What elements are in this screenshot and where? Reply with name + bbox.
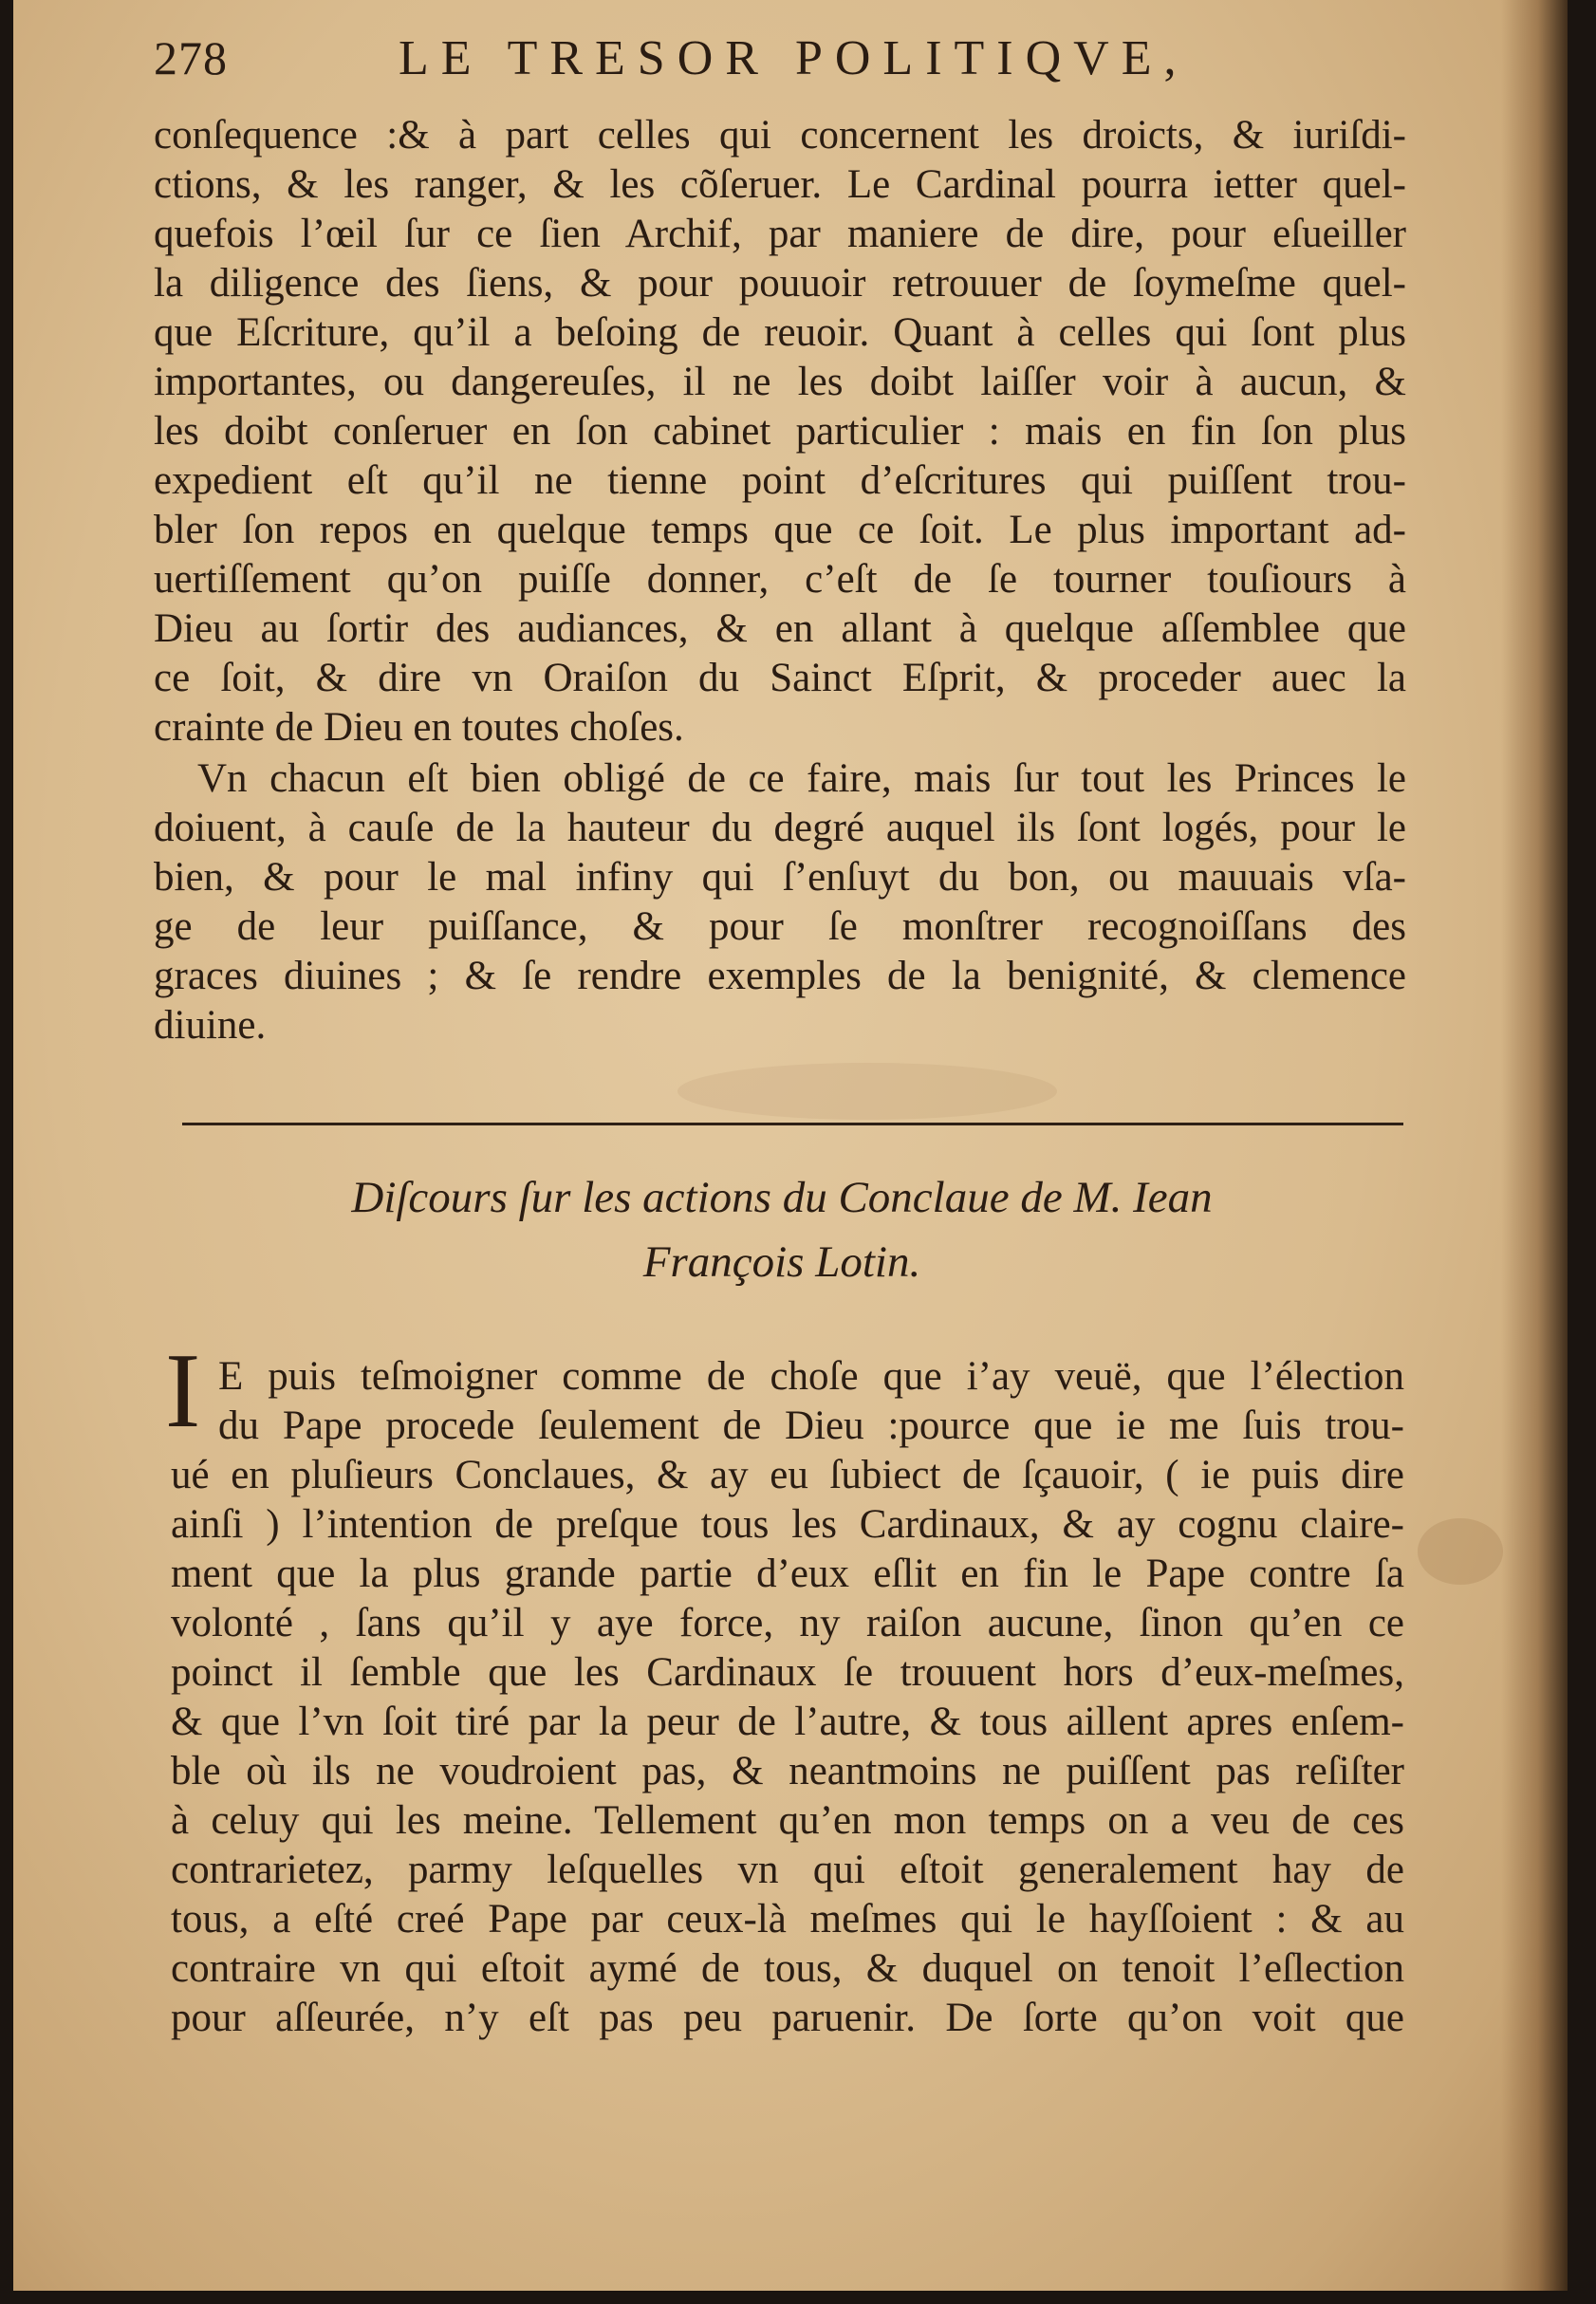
text-line: bien, & pour le mal infiny qui ſ’enſuyt du bon, ou mauuais vſa- [154,855,1406,900]
book-page [13,0,1568,2291]
text-line: les doibt conſeruer en ſon cabinet particulier : mais en fin ſon plus [154,409,1406,454]
text-line: du Pape procede ſeulement de Dieu :pource que ie me ſuis trou- [218,1403,1404,1448]
text-line: ge de leur puiſſance, & pour ſe monſtrer recognoiſſans des [154,904,1406,949]
text-line: à celuy qui les meine. Tellement qu’en mon temps on a veu de ces [171,1798,1404,1843]
text-line: la diligence des ſiens, & pour pouuoir retrouuer de ſoymeſme quel- [154,261,1406,306]
text-line: poinct il ſemble que les Cardinaux ſe trouuent hors d’eux-meſmes, [171,1650,1404,1695]
page-header [154,25,1406,101]
page-number: 278 [154,31,228,84]
text-line: pour aſſeurée, n’y eſt pas peu paruenir. De ſorte qu’on voit que [171,1996,1404,2040]
text-line: contraire vn qui eſtoit aymé de tous, & duquel on tenoit l’eſlection [171,1946,1404,1991]
section-divider [182,1123,1403,1125]
text-line: ment que la plus grande partie d’eux eſlit en fin le Pape contre ſa [171,1551,1404,1596]
text-line: bler ſon repos en quelque temps que ce ſoit. Le plus important ad- [154,508,1406,552]
text-line: volonté , ſans qu’il y aye force, ny raiſon aucune, ſinon qu’en ce [171,1601,1404,1645]
text-line: crainte de Dieu en toutes choſes. [154,705,684,750]
text-line: tous, a eſté creé Pape par ceux-là meſmes qui le hayſſoient : & au [171,1897,1404,1942]
text-line: ctions, & les ranger, & les cõſeruer. Le Cardinal pourra ietter quel- [154,162,1406,207]
text-line: ble où ils ne voudroient pas, & neantmoins ne puiſſent pas reſiſter [171,1749,1404,1793]
text-line: conſequence :& à part celles qui concernent les droicts, & iuriſdi- [154,113,1406,158]
text-line: contrarietez, parmy leſquelles vn qui eſtoit generalement hay de [171,1848,1404,1892]
section-title-line-1: Diſcours ſur les actions du Conclaue de M. Iean [351,1173,1213,1222]
text-line: expedient eſt qu’il ne tienne point d’eſcritures qui puiſſent trou- [154,458,1406,503]
bleed-through [677,1063,1057,1120]
drop-cap: I [165,1332,201,1450]
section-title-line-2: François Lotin. [642,1237,921,1287]
text-line: ainſi ) l’intention de preſque tous les Cardinaux, & ay cognu claire- [171,1502,1404,1547]
paper-stain [1418,1518,1503,1585]
text-line: importantes, ou dangereuſes, il ne les doibt laiſſer voir à aucun, & [154,360,1406,404]
page-edge-shadow [1501,0,1568,2291]
text-line: ce ſoit, & dire vn Oraiſon du Sainct Eſprit, & proceder auec la [154,656,1406,700]
text-line: Vn chacun eſt bien obligé de ce faire, mais ſur tout les Princes le [197,756,1406,801]
text-line: ué en pluſieurs Conclaues, & ay eu ſubiect de ſçauoir, ( ie puis dire [171,1453,1404,1497]
text-line: E puis teſmoigner comme de choſe que i’ay veuë, que l’élection [218,1354,1404,1399]
text-line: Dieu au ſortir des audiances, & en allant à quelque aſſemblee que [154,606,1406,651]
text-line: uertiſſement qu’on puiſſe donner, c’eſt de ſe tourner touſiours à [154,557,1406,602]
text-line: & que l’vn ſoit tiré par la peur de l’autre, & tous aillent apres enſem- [171,1700,1404,1744]
text-line: quefois l’œil ſur ce ſien Archif, par maniere de dire, pour eſueiller [154,212,1406,256]
text-line: graces diuines ; & ſe rendre exemples de la benignité, & clemence [154,954,1406,998]
running-title: LE TRESOR POLITIQVE, [399,31,1189,85]
text-line: que Eſcriture, qu’il a beſoing de reuoir. Quant à celles qui ſont plus [154,310,1406,355]
text-line: doiuent, à cauſe de la hauteur du degré auquel ils ſont logés, pour le [154,806,1406,850]
text-line: diuine. [154,1003,267,1048]
